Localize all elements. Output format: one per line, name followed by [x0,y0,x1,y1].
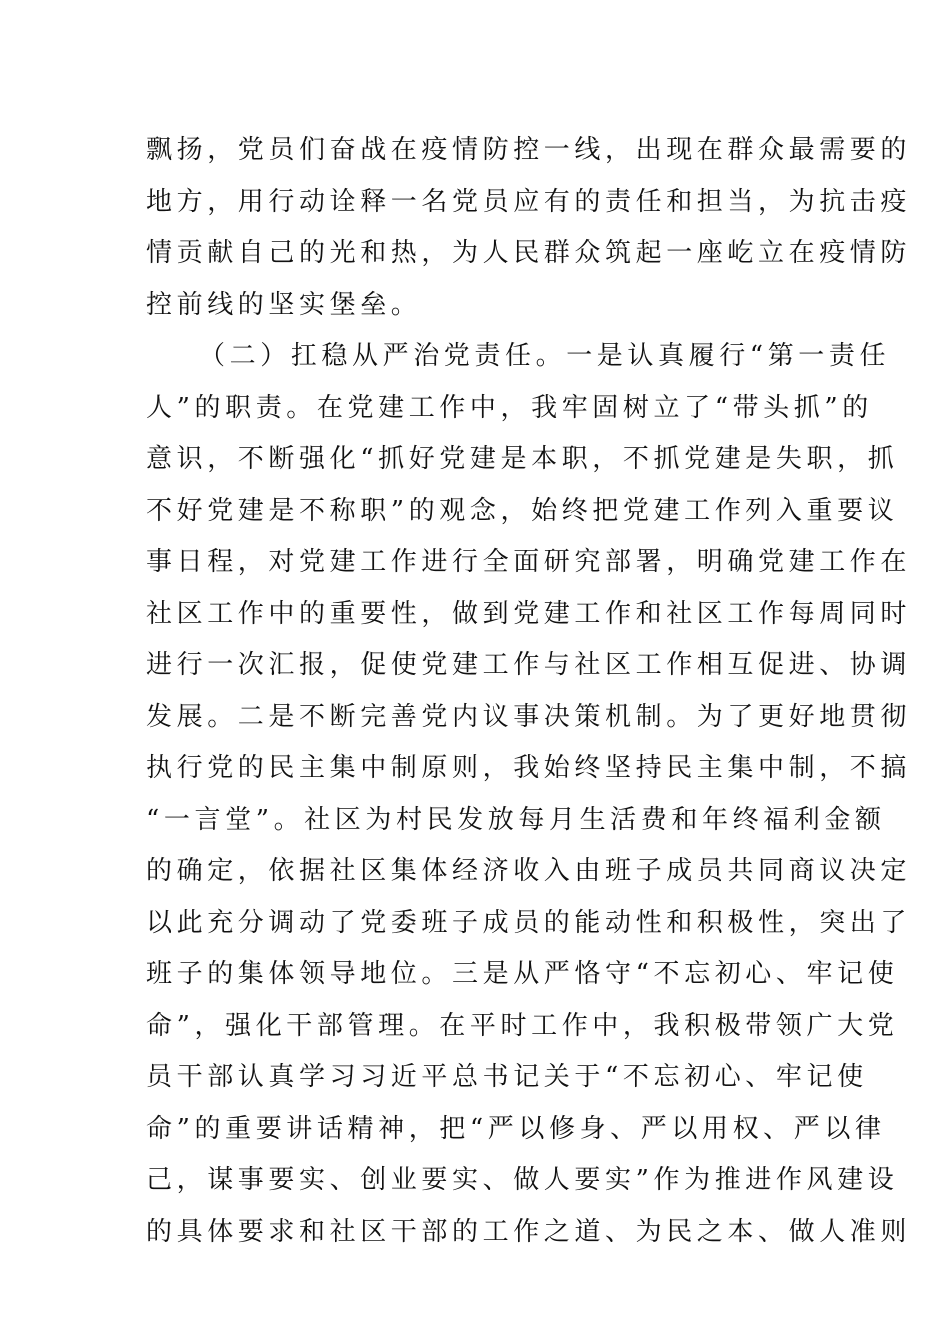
text-line: 控前线的坚实堡垒。 [146,290,422,320]
text-line: 命”的重要讲话精神，把“严以修身、严以用权、严以律 [146,1114,886,1144]
text-line: 的确定，依据社区集体经济收入由班子成员共同商议决定 [146,856,912,886]
text-line: 地方，用行动诠释一名党员应有的责任和担当，为抗击疫 [146,187,912,217]
text-line: 己，谋事要实、创业要实、做人要实”作为推进作风建设 [146,1165,899,1195]
paragraph-first-line: （二）扛稳从严治党责任。一是认真履行“第一责任 [199,341,891,371]
text-line: 情贡献自己的光和热，为人民群众筑起一座屹立在疫情防 [146,238,912,268]
text-line: “一言堂”。社区为村民发放每月生活费和年终福利金额 [146,805,886,835]
text-line: 飘扬，党员们奋战在疫情防控一线，出现在群众最需要的 [146,135,912,165]
text-line: 班子的集体领导地位。三是从严恪守“不忘初心、牢记使 [146,959,899,989]
text-line: 社区工作中的重要性，做到党建工作和社区工作每周同时 [146,599,912,629]
text-line: 意识，不断强化“抓好党建是本职，不抓党建是失职，抓 [146,444,899,474]
text-line: 进行一次汇报，促使党建工作与社区工作相互促进、协调 [146,650,912,680]
text-line: 人”的职责。在党建工作中，我牢固树立了“带头抓”的 [146,393,873,423]
text-line: 发展。二是不断完善党内议事决策机制。为了更好地贯彻 [146,702,912,732]
text-line: 的具体要求和社区干部的工作之道、为民之本、做人准则 [146,1217,912,1247]
text-line: 命”，强化干部管理。在平时工作中，我积极带领广大党 [146,1011,899,1041]
text-line: 事日程，对党建工作进行全面研究部署，明确党建工作在 [146,547,912,577]
text-line: 以此充分调动了党委班子成员的能动性和积极性，突出了 [146,908,912,938]
text-line: 员干部认真学习习近平总书记关于“不忘初心、牢记使 [146,1062,868,1092]
text-line: 不好党建是不称职”的观念，始终把党建工作列入重要议 [146,496,899,526]
text-line: 执行党的民主集中制原则，我始终坚持民主集中制，不搞 [146,753,912,783]
